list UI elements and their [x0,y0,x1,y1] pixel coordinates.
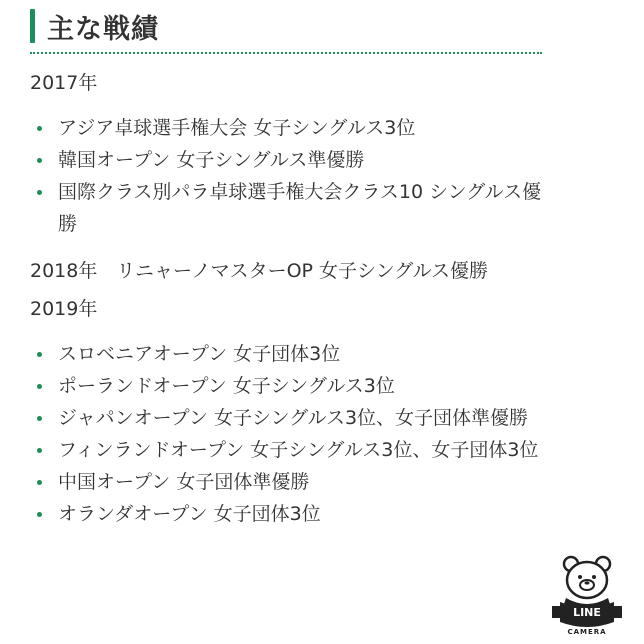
line-camera-logo-icon [548,552,626,636]
bullet-icon [37,512,42,517]
list-item: 国際クラス別パラ卓球選手権大会クラス10 シングルス優勝 [30,176,550,240]
list-item: 中国オープン 女子団体準優勝 [30,466,550,498]
section-title: 主な戦績 [47,13,159,45]
achievement-list-2017 [30,112,550,240]
bullet-icon [37,190,42,195]
section-heading [30,8,159,44]
list-item: オランダオープン 女子団体3位 [30,498,550,530]
year-heading-2017: 2017年 [30,72,98,94]
list-item: スロベニアオープン 女子団体3位 [30,338,550,370]
list-item: フィンランドオープン 女子シングルス3位、女子団体3位 [30,434,550,466]
bullet-icon [37,158,42,163]
dotted-divider [30,52,542,54]
year-heading-2019: 2019年 [30,298,98,320]
logo-text-line: LINE [573,606,601,619]
list-item: ポーランドオープン 女子シングルス3位 [30,370,550,402]
bullet-icon [37,416,42,421]
bullet-icon [37,126,42,131]
bullet-icon [37,384,42,389]
logo-text-camera: CAMERA [567,628,607,636]
records-content [30,68,550,530]
heading-accent-bar [30,9,35,43]
bullet-icon [37,480,42,485]
list-item: アジア卓球選手権大会 女子シングルス3位 [30,112,550,144]
bullet-icon [37,352,42,357]
year-record-2018: 2018年 リニャーノマスターOP 女子シングルス優勝 [30,260,489,282]
list-item: 韓国オープン 女子シングルス準優勝 [30,144,550,176]
list-item: ジャパンオープン 女子シングルス3位、女子団体準優勝 [30,402,550,434]
bullet-icon [37,448,42,453]
achievement-list-2019 [30,338,550,530]
